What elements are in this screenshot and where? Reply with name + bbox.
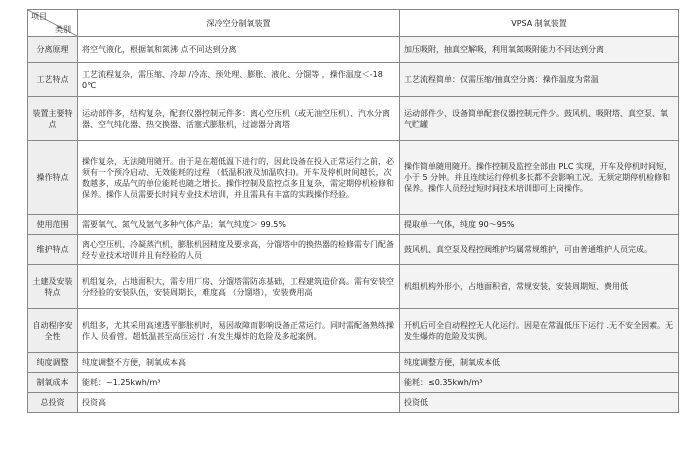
row-category: 总投资 <box>28 393 78 413</box>
vpsa-cell: 加压吸附，抽真空解吸，利用氧氮吸附能力不同达到分离 <box>400 37 679 63</box>
row-category: 土建及安装特点 <box>28 265 78 309</box>
row-category: 工艺特点 <box>28 63 78 97</box>
vpsa-cell: 操作简单随用随开。操作控制及监控全部由 PLC 实现，开车及停机时间短，小于 5 分钟。并且连续运行停机多长都不会影响工况。无须定期停机检修和保养。操作人员经过短时间技术培训即可上岗操作。 <box>400 141 679 215</box>
category-label: 类别 <box>55 25 71 34</box>
cryo-cell: 机组复杂，占地面积大，需专用厂房、分馏塔需防冻基础，工程建筑造价高。需有安装空分经验的安装队伍，安装周期长，难度高 （分馏塔），安装费用高 <box>78 265 400 309</box>
cryo-cell: 能耗：~1.25kwh/m³ <box>78 373 400 393</box>
table-row <box>28 97 679 141</box>
vpsa-cell: 运动部件少、设备简单配套仪器控制元件少。鼓风机、吸附塔、真空泵、氧气贮罐 <box>400 97 679 141</box>
header-corner-cell <box>28 10 78 37</box>
cryo-cell: 工艺流程复杂，需压缩、冷却 /冷冻、预处理、膨胀、液化、分馏等 ，操作温度＜-180℃ <box>78 63 400 97</box>
vpsa-cell: 提取单一气体，纯度 90～95% <box>400 215 679 235</box>
table-row <box>28 309 679 353</box>
header-row <box>28 10 679 37</box>
table-row <box>28 265 679 309</box>
vpsa-cell: 投资低 <box>400 393 679 413</box>
item-label: 项目 <box>31 12 47 21</box>
column-header-cryogenic: 深冷空分制氧装置 <box>78 10 400 37</box>
row-category: 装置主要特点 <box>28 97 78 141</box>
cryo-cell: 纯度调整不方便，制氧成本高 <box>78 353 400 373</box>
table-row <box>28 63 679 97</box>
row-category: 分离原理 <box>28 37 78 63</box>
row-category: 纯度调整 <box>28 353 78 373</box>
cryo-cell: 运动部件多，结构复杂，配套仪器控制元件多：离心空压机（或无油空压机）、汽水分离器、空气纯化器、热交换器、活塞式膨胀机，过滤器分离塔 <box>78 97 400 141</box>
table-row <box>28 215 679 235</box>
cryo-cell: 操作复杂，无法随用随开。由于是在超低温下进行的，因此设备在投入正常运行之前，必须有一个预冷启动、无效能耗的过程 （低温积液及加温吹扫)。开车及停机时间越长，次数越多，成品气的单位能耗也随之增长。操作控制及监控点多且复杂，需定期停机检修和保养。操作人员需要长时间专业技术培训，并且需具有丰富的实践操作经验。 <box>78 141 400 215</box>
cryo-cell: 将空气液化，根据氧和氮沸 点不同达到分离 <box>78 37 400 63</box>
vpsa-cell: 鼓风机、真空泵及程控阀维护均属常规维护，可由普通维护人员完成。 <box>400 235 679 265</box>
table-row <box>28 393 679 413</box>
row-category: 维护特点 <box>28 235 78 265</box>
row-category: 自动程序安全性 <box>28 309 78 353</box>
row-category: 操作特点 <box>28 141 78 215</box>
vpsa-cell: 机组机构外形小，占地面积省，常规安装，安装周期短、费用低 <box>400 265 679 309</box>
vpsa-cell: 纯度调整方便，制氧成本低 <box>400 353 679 373</box>
column-header-vpsa: VPSA 制氧装置 <box>400 10 679 37</box>
cryo-cell: 离心空压机、冷凝蒸汽机、膨胀机因精度及要求高，分馏塔中的换热器的检修需专门配备经专业技术培训并且有经验的人员 <box>78 235 400 265</box>
cryo-cell: 机组多，尤其采用高速透平膨胀机时，易因故障而影响设备正常运行。同时需配备熟练操作人 员看管。超低温甚至高压运行 .有发生爆炸的危险及多起案例。 <box>78 309 400 353</box>
comparison-table <box>27 9 679 413</box>
row-category: 使用范围 <box>28 215 78 235</box>
cryo-cell: 需要氧气、氮气及氩气多种气体产品；氧气纯度＞ 99.5% <box>78 215 400 235</box>
cryo-cell: 投资高 <box>78 393 400 413</box>
table-row <box>28 353 679 373</box>
vpsa-cell: 开机后可全自动程控无人化运行。因是在常温低压下运行 .无不安全因素。无发生爆炸的危险及实例。 <box>400 309 679 353</box>
table-row <box>28 235 679 265</box>
row-category: 制氧成本 <box>28 373 78 393</box>
vpsa-cell: 工艺流程简单：仅需压缩/抽真空分离：操作温度为常温 <box>400 63 679 97</box>
table-row <box>28 373 679 393</box>
table-row <box>28 37 679 63</box>
table-row <box>28 141 679 215</box>
vpsa-cell: 能耗：≤0.35kwh/m³ <box>400 373 679 393</box>
